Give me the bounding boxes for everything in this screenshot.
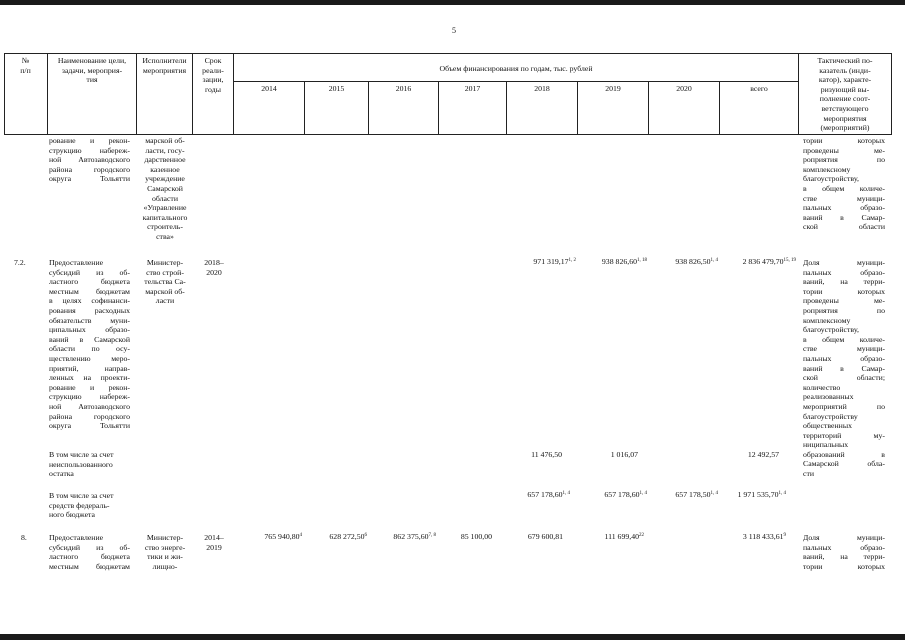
header-financing: Объем финансирования по годам, тыс. рублей — [439, 64, 593, 73]
header-year-2016: 2016 — [395, 84, 412, 93]
subrow-unused-balance-total: 12 492,57 — [747, 450, 779, 459]
subrow-federal-budget-2018: 657 178,60$^{1, 4}$ — [527, 490, 570, 499]
subrow-federal-budget-2020: 657 178,50$^{1, 4}$ — [675, 490, 718, 499]
row-7-2-goal-text: Предоставление субсидий из об- ластного бюджета местным бюджетам в целях софинанси- рования расходных обязательств муни- ципальных образо- ваний в Самарской области по осу- ществлению меро- приятий, направ- ленных на проекти- рование и рекон- струкцию набереж- ной Автозаводского района городского округа Тольятти — [49, 258, 130, 431]
row-7-2-amount-2018: 971 319,17$^{1, 2}$ — [533, 257, 576, 266]
row-7-2-amount-2020: 938 826,50$^{1, 4}$ — [675, 257, 718, 266]
row-8-amount-2018: 679 600,81 — [527, 532, 563, 541]
header-indicator: Тактический по- казатель (инди- катор), характе- ризующий вы- полнение соот- ветствующего мероприятия (мероприятий) — [817, 56, 873, 133]
header-year-2020: 2020 — [676, 84, 692, 93]
row-8-amount-2017: 85 100,00 — [460, 532, 492, 541]
header-bottom-border — [4, 134, 891, 135]
row-8-term: 2014– 2019 — [204, 533, 224, 552]
year-header-divider — [233, 81, 798, 82]
subrow-unused-balance-label: В том числе за счет неиспользованного остатка — [49, 450, 114, 479]
table-right-border — [891, 53, 892, 135]
row-8-amount-2019: 111 699,40$^{22}$ — [604, 532, 644, 541]
subrow-unused-balance-2019: 1 016,07 — [610, 450, 638, 459]
subrow-federal-budget-total: 1 971 535,70$^{1, 4}$ — [737, 490, 786, 499]
continuation-goal-text: рование и рекон- струкцию набереж- ной Автозаводского района городского округа Тольятти — [49, 136, 130, 184]
header-year-2015: 2015 — [328, 84, 345, 93]
row-7-2-amount-2019: 938 826,60$^{1, 18}$ — [601, 257, 647, 266]
row-7-2-number: 7.2. — [14, 258, 26, 267]
row-8-goal-text: Предоставление субсидий из об- ластного бюджета местным бюджетам — [49, 533, 130, 571]
row-7-2-indicator: Доля муници- пальных образо- ваний, на терри- тории которых проведены ме- роприятия по комплексному благоустройству, в общем количе- стве муници- пальных образо- ваний в Самар- ской области; количество реализованных мероприятий по благоустройству общественных территорий му- ниципальных образований в Самарской обла- сти — [803, 258, 885, 479]
header-number: № п/п — [20, 56, 31, 75]
continuation-indicator: тории которых проведены ме- роприятия по комплексному благоустройству, в общем количе- стве муници- пальных образо- ваний в Самар- ской области — [803, 136, 885, 232]
row-8-executors: Министер- ство энерге- тики и жи- лищно- — [144, 533, 186, 571]
header-year-2018: 2018 — [534, 84, 550, 93]
row-7-2-term: 2018– 2020 — [204, 258, 224, 277]
header-total: всего — [750, 84, 768, 93]
header-goal: Наименование цели, задачи, мероприя- тия — [57, 56, 127, 85]
subrow-federal-budget-2019: 657 178,60$^{1, 4}$ — [604, 490, 647, 499]
header-year-2019: 2019 — [605, 84, 621, 93]
page-number: 5 — [452, 26, 456, 35]
header-year-2014: 2014 — [261, 84, 277, 93]
top-edge-bar — [0, 0, 905, 5]
subrow-unused-balance-2018: 11 476,50 — [531, 450, 562, 459]
subrow-federal-budget-label: В том числе за счет средств федераль- ного бюджета — [49, 491, 114, 520]
header-term: Срок реали- зации, годы — [202, 56, 224, 94]
header-year-2017: 2017 — [464, 84, 481, 93]
table-top-border — [4, 53, 891, 54]
row-7-2-amount-total: 2 836 479,70$^{15, 19}$ — [742, 257, 796, 266]
row-8-amount-2014: 765 940,80$^4$ — [264, 532, 302, 541]
bottom-edge-bar — [0, 634, 905, 640]
row-8-amount-2016: 862 375,60$^{7, 8}$ — [393, 532, 436, 541]
row-8-amount-total: 3 118 433,61$^9$ — [742, 532, 786, 541]
row-8-amount-2015: 628 272,50$^6$ — [329, 532, 367, 541]
row-8-number: 8. — [21, 533, 27, 542]
row-7-2-executors: Министер- ство строй- тельства Са- марской об- ласти — [144, 258, 186, 306]
row-8-indicator: Доля муници- пальных образо- ваний, на терри- тории которых — [803, 533, 885, 571]
header-executors: Исполнители мероприятия — [142, 56, 187, 75]
continuation-executors: марской об- ласти, госу- дарственное казенное учреждение Самарской области «Управление капитального строитель- ства» — [142, 136, 188, 241]
